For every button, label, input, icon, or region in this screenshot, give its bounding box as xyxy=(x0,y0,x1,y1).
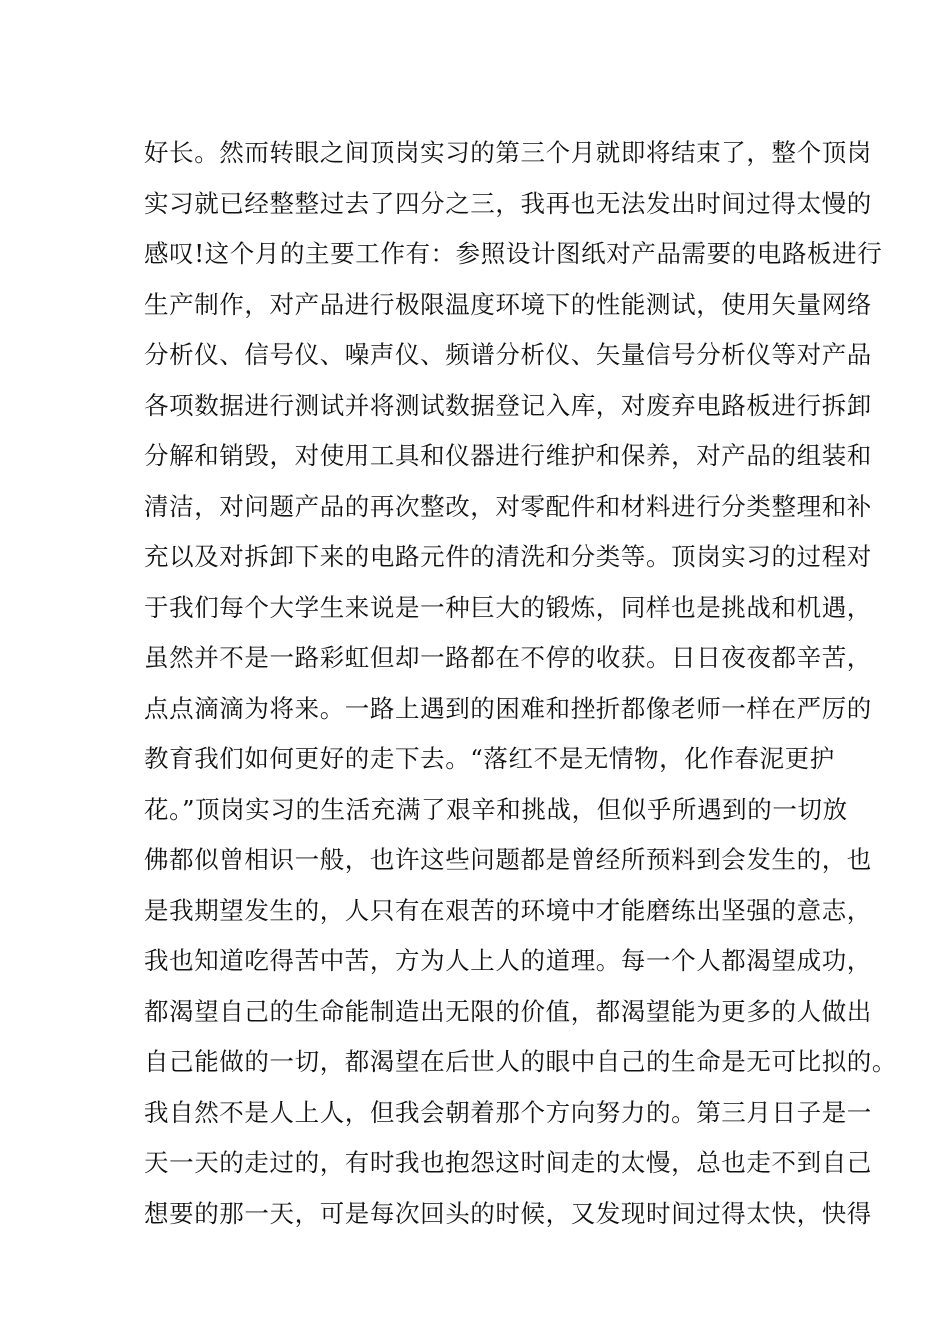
text-line: 分解和销毁，对使用工具和仪器进行维护和保养，对产品的组装和 xyxy=(144,441,872,470)
text-line: 分析仪、信号仪、噪声仪、频谱分析仪、矢量信号分析仪等对产品 xyxy=(144,340,872,369)
text-line: 都渴望自己的生命能制造出无限的价值，都渴望能为更多的人做出 xyxy=(144,996,872,1026)
text-line: 点点滴滴为将来。一路上遇到的困难和挫折都像老师一样在严厉的 xyxy=(144,693,872,723)
text-line: 我也知道吃得苦中苦，方为人上人的道理。每一个人都渴望成功， xyxy=(144,946,872,975)
text-line: 佛都似曾相识一般，也许这些问题都是曾经所预料到会发生的，也 xyxy=(144,845,872,874)
text-line: 于我们每个大学生来说是一种巨大的锻炼，同样也是挑战和机遇， xyxy=(144,592,872,622)
text-line: 清洁，对问题产品的再次整改，对零配件和材料进行分类整理和补 xyxy=(144,491,872,521)
text-line: 我自然不是人上人，但我会朝着那个方向努力的。第三月日子是一 xyxy=(144,1097,872,1127)
text-line: 充以及对拆卸下来的电路元件的清洗和分类等。顶岗实习的过程对 xyxy=(144,542,872,571)
text-line: 感叹!这个月的主要工作有：参照设计图纸对产品需要的电路板进行 xyxy=(144,239,883,268)
text-line: 天一天的走过的，有时我也抱怨这时间走的太慢，总也走不到自己 xyxy=(144,1148,872,1177)
body-text xyxy=(144,128,897,1239)
text-line: 各项数据进行测试并将测试数据登记入库，对废弃电路板进行拆卸 xyxy=(144,390,872,420)
text-line: 实习就已经整整过去了四分之三，我再也无法发出时间过得太慢的 xyxy=(144,188,872,218)
text-line: 虽然并不是一路彩虹但却一路都在不停的收获。日日夜夜都辛苦， xyxy=(144,643,872,672)
text-line: 教育我们如何更好的走下去。“落红不是无情物，化作春泥更护 xyxy=(144,744,835,773)
text-line: 是我期望发生的，人只有在艰苦的环境中才能磨练出坚强的意志， xyxy=(144,895,872,925)
text-line: 想要的那一天，可是每次回头的时候，又发现时间过得太快，快得 xyxy=(144,1198,872,1228)
text-line: 好长。然而转眼之间顶岗实习的第三个月就即将结束了，整个顶岗 xyxy=(144,138,872,167)
text-line: 花。”顶岗实习的生活充满了艰辛和挑战，但似乎所遇到的一切放 xyxy=(144,794,848,824)
text-line: 生产制作，对产品进行极限温度环境下的性能测试，使用矢量网络 xyxy=(144,289,872,319)
text-line: 自己能做的一切，都渴望在后世人的眼中自己的生命是无可比拟的。 xyxy=(144,1047,897,1076)
